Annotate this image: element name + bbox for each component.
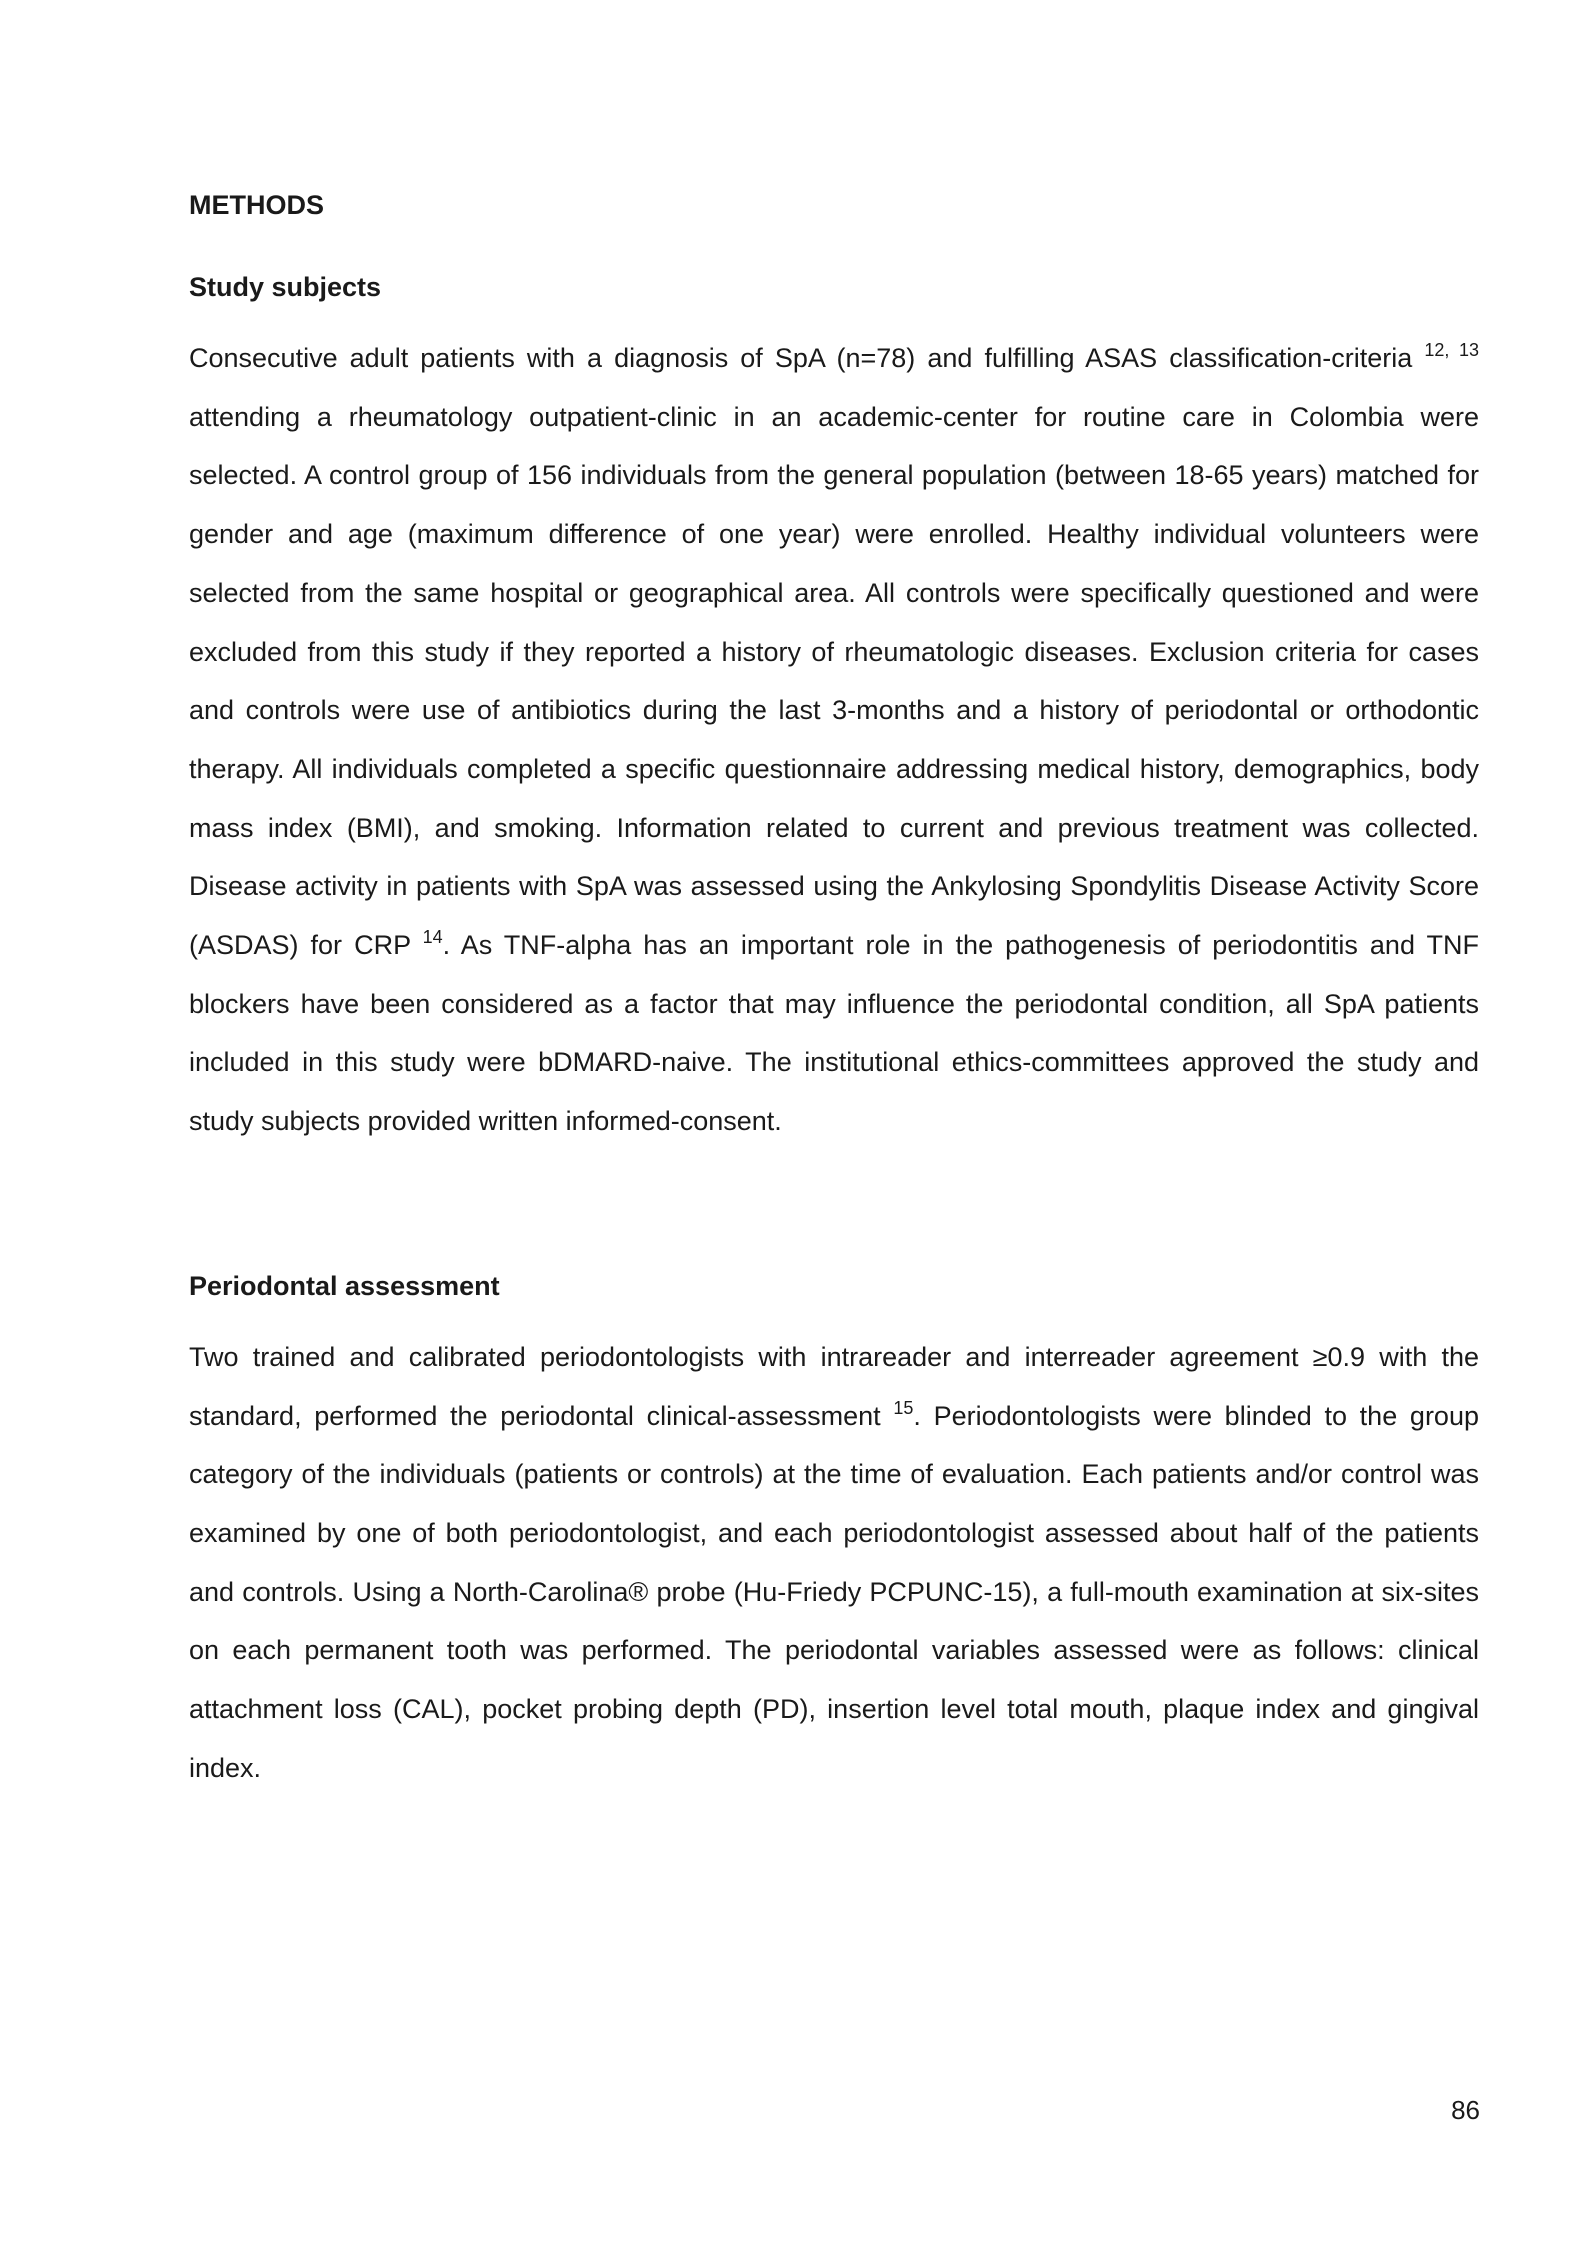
page-content: [189, 188, 1479, 1797]
page-number: 86: [1451, 2095, 1480, 2125]
paragraph-periodontal-assessment: [189, 1328, 1479, 1798]
section-spacer: [189, 1151, 1479, 1269]
citation-superscript: 12, 13: [1424, 340, 1479, 360]
subsection-heading-study-subjects: Study subjects: [189, 272, 382, 302]
text-run: attending a rheumatology outpatient-clinic in an academic-center for routine care in Colombia were selected. A control group of 156 individuals from the general population (between 18-65 years) matched for gender and age (maximum difference of one year) were enrolled. Healthy individual volunteers were selected from the same hospital or geographical area. All controls were specifically questioned and were excluded from this study if they reported a history of rheumatologic diseases. Exclusion criteria for cases and controls were use of antibiotics during the last 3-months and a history of periodontal or orthodontic therapy. All individuals completed a specific questionnaire addressing medical history, demographics, body mass index (BMI), and smoking. Information related to current and previous treatment was collected. Disease activity in patients with SpA was assessed using the Ankylosing Spondylitis Disease Activity Score (ASDAS) for CRP: [189, 401, 1479, 961]
subsection-heading-periodontal-assessment: Periodontal assessment: [189, 1270, 500, 1301]
text-run: Two trained and calibrated periodontologists with intrareader and interreader agreement ≥0.9 with the standard, performed the periodontal clinical-assessment: [189, 1341, 1479, 1431]
citation-superscript: 15: [893, 1397, 914, 1418]
text-run: . As TNF-alpha has an important role in the pathogenesis of periodontitis and TNF blockers have been considered as a factor that may influence the periodontal condition, all SpA patients included in this study were bDMARD-naive. The institutional ethics-committees approved the study and study subjects provided written informed-consent.: [189, 930, 1479, 1137]
text-run: Consecutive adult patients with a diagnosis of SpA (n=78) and fulfilling ASAS classification-criteria: [189, 343, 1425, 373]
text-run: . Periodontologists were blinded to the group category of the individuals (patients or controls) at the time of evaluation. Each patients and/or control was examined by one of both periodontologist, and each periodontologist assessed about half of the patients and controls. Using a North-Carolina® probe (Hu-Friedy PCPUNC-15), a full-mouth examination at six-sites on each permanent tooth was performed. The periodontal variables assessed were as follows: clinical attachment loss (CAL), pocket probing depth (PD), insertion level total mouth, plaque index and gingival index.: [189, 1400, 1479, 1783]
paragraph-study-subjects: [189, 329, 1479, 1151]
section-heading-methods: METHODS: [189, 190, 324, 220]
citation-superscript: 14: [422, 927, 443, 948]
